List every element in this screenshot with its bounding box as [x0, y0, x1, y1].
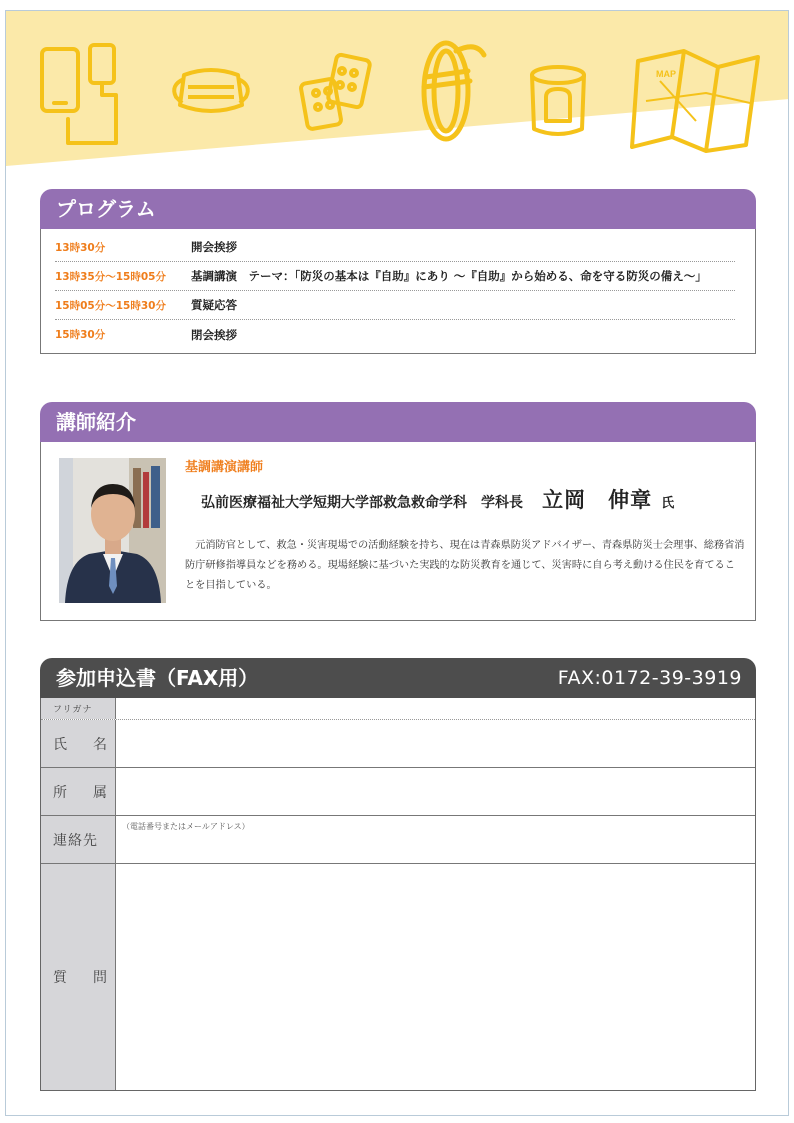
- program-row: [55, 233, 735, 262]
- program-list: [40, 229, 756, 354]
- program-time: 13時30分: [55, 241, 106, 254]
- lecturer-bio: 元消防官として、救急・災害現場での活動経験を持ち、現在は青森県防災アドバイザー、青森県防災士会理事、総務省消防庁研修指導員などを務める。現場経験に基づいた実践的な防災教育を通じて、災害時に自ら考え動ける住民を育てることを目指している。: [185, 540, 745, 591]
- affiliation-label: 所 属: [41, 768, 116, 815]
- lecturer-photo: [59, 458, 166, 603]
- contact-label: 連絡先: [41, 816, 116, 863]
- contact-field[interactable]: [116, 816, 755, 863]
- page: [5, 10, 789, 1116]
- contact-row: [41, 816, 755, 864]
- lecturer-honorific: 氏: [661, 496, 675, 511]
- contact-hint: （電話番号またはメールアドレス）: [122, 822, 250, 831]
- form-table: [40, 698, 756, 1091]
- map-label: MAP: [656, 69, 676, 79]
- program-desc: 質疑応答: [191, 298, 237, 312]
- program-desc: 基調講演 テーマ：「防災の基本は『自助』にあり ～『自助』から始める、命を守る防災の備え～」: [191, 269, 707, 283]
- lecturer-title: 講師紹介: [40, 402, 756, 442]
- header-banner: [6, 11, 789, 176]
- name-label: 氏 名: [41, 720, 116, 767]
- affiliation-field[interactable]: [116, 768, 755, 815]
- program-section: [40, 189, 756, 354]
- furigana-row: [41, 698, 755, 720]
- program-time: 15時05分～15時30分: [55, 299, 166, 312]
- program-row: [55, 262, 735, 291]
- lecturer-section: [40, 402, 756, 621]
- program-row: [55, 320, 735, 349]
- application-form: [40, 658, 756, 1091]
- name-field[interactable]: [116, 720, 755, 767]
- banner-illustration: [6, 11, 789, 176]
- lecturer-affiliation: 弘前医療福祉大学短期大学部救急救命学科 学科長: [201, 495, 523, 511]
- furigana-label: フリガナ: [41, 698, 116, 719]
- lecturer-role: 基調講演講師: [185, 460, 264, 475]
- program-row: [55, 291, 735, 320]
- question-label: 質 問: [41, 864, 116, 1090]
- program-desc: 開会挨拶: [191, 240, 237, 254]
- program-desc: 閉会挨拶: [191, 327, 237, 342]
- name-row: [41, 720, 755, 768]
- lecturer-name-line: [201, 484, 674, 514]
- program-title: プログラム: [40, 189, 756, 229]
- lecturer-name: 立岡 伸章: [542, 488, 653, 512]
- form-header: [40, 658, 756, 698]
- form-title: 参加申込書（FAX用）: [56, 666, 259, 690]
- program-time: 13時35分～15時05分: [55, 270, 166, 283]
- affiliation-row: [41, 768, 755, 816]
- lecturer-body: [40, 442, 756, 621]
- question-field[interactable]: [116, 864, 755, 1090]
- program-time: 15時30分: [55, 329, 106, 341]
- question-row: [41, 864, 755, 1090]
- furigana-field[interactable]: [116, 698, 755, 719]
- fax-number: FAX:0172-39-3919: [557, 667, 742, 689]
